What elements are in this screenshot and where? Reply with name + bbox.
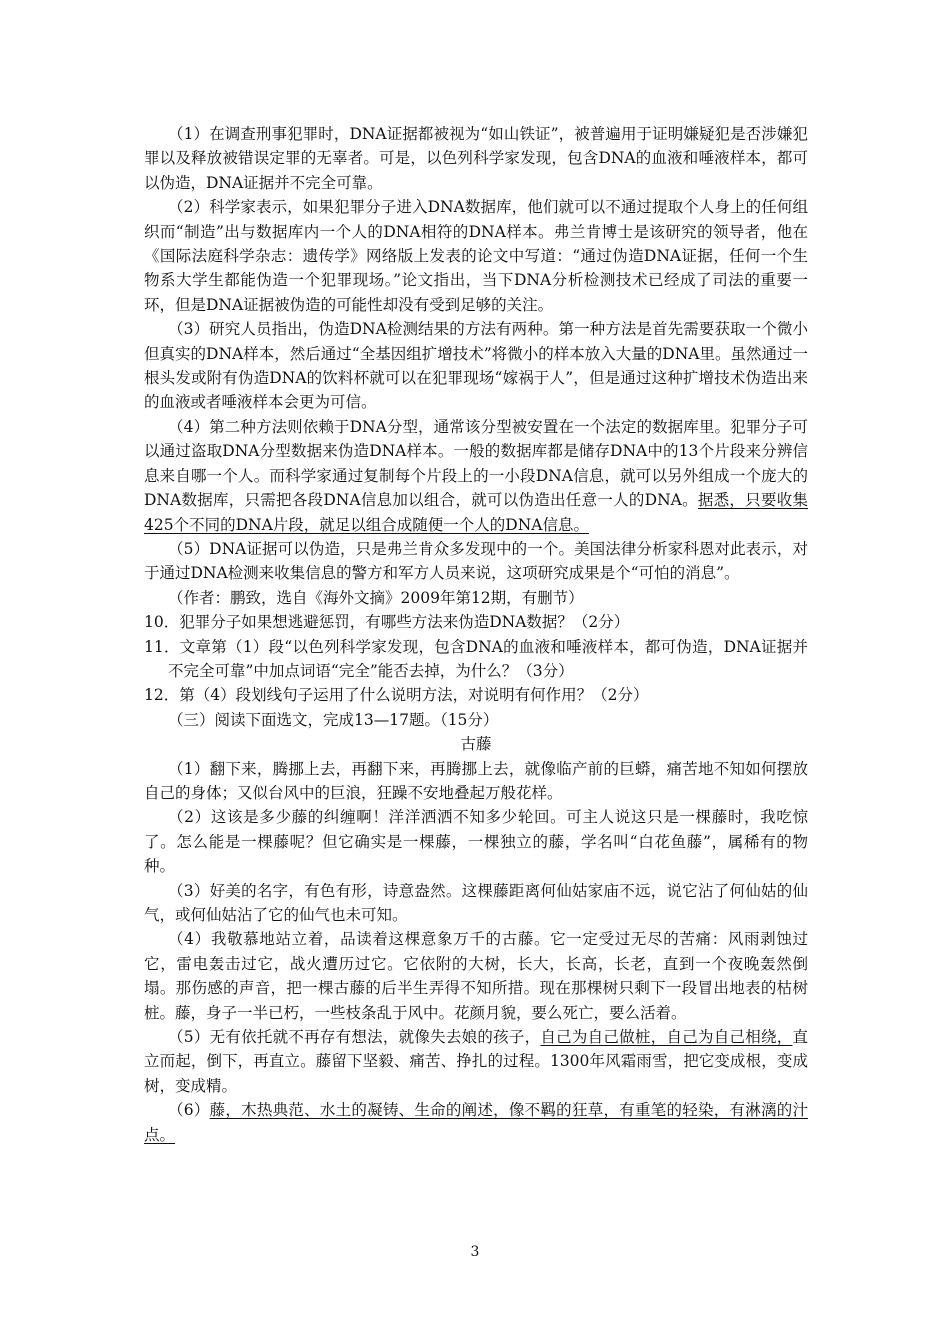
question-12: 12．第（4）段划线句子运用了什么说明方法，对说明有何作用？（2分）: [144, 686, 649, 705]
paragraph-5: （5）DNA证据可以伪造，只是弗兰肯众多发现中的一个。美国法律分析家科恩对此表示，对于通过DNA检测来收集信息的警方和军方人员来说，这项研究成果是个“可怕的消息”。: [144, 539, 808, 583]
paragraph-4: [144, 415, 808, 537]
paragraph-4-text: （4）第二种方法则依赖于DNA分型，通常该分型被安置在一个法定的数据库里。犯罪分子可以通过盗取DNA分型数据来伪造DNA样本。一般的数据库都是储存DNA中的13个片段来分辨信息来自哪一个人。而科学家通过复制每个片段上的一小段DNA信息，就可以另外组成一个庞大的DNA数据库，只需把各段DNA信息加以组合，就可以伪造出任意一人的DNA。: [144, 417, 808, 510]
vine-paragraph-6: [144, 1098, 808, 1147]
question-10: 10．犯罪分子如果想逃避惩罚，有哪些方法来伪造DNA数据？（2分）: [144, 613, 630, 632]
underlined-sentence-6: 藤，木热典范、水土的凝铸、生命的阐述，像不羁的狂草，有重笔的轻染，有淋漓的汁点。: [144, 1101, 808, 1144]
vine-paragraph-5-end: 直立而起，倒下，再直立。藤留下坚毅、痛苦、挣扎的过程。1300年风霜雨雪，把它变成根，变成树，变成精。: [144, 1028, 808, 1095]
vine-paragraph-5: [144, 1025, 808, 1098]
page-number: 3: [470, 1244, 480, 1260]
source-note: （作者：鹏致，选自《海外文摘》2009年第12期，有删节）: [168, 588, 584, 607]
paragraph-1: （1）在调查刑事犯罪时，DNA证据都被视为“如山铁证”，被普遍用于证明嫌疑犯是否涉嫌犯罪以及释放被错误定罪的无辜者。可是，以色列科学家发现，包含DNA的血液和唾液样本，都可以伪造，DNA证据并不完全可靠。: [144, 125, 808, 192]
vine-paragraph-2: （2）这该是多少藤的纠缠啊！洋洋洒洒不知多少轮回。可主人说这只是一棵藤时，我吃惊了。怎么能是一棵藤呢？但它确实是一棵藤，一棵独立的藤，学名叫“白花鱼藤”，属稀有的物种。: [144, 808, 808, 876]
paragraph-2: （2）科学家表示，如果犯罪分子进入DNA数据库，他们就可以不通过提取个人身上的任何组织而“制造”出与数据库内一个人的DNA相符的DNA样本。弗兰肯博士是该研究的领导者，他在《国际法庭科学杂志：遗传学》网络版上发表的论文中写道：“通过伪造DNA证据，任何一个生物系大学生都能伪造一个犯罪现场。”论文指出，当下DNA分析检测技术已经成了司法的重要一环，但是DNA证据被伪造的可能性却没有受到足够的关注。: [144, 198, 808, 314]
section-heading: （三）阅读下面选文，完成13—17题。（15分）: [168, 710, 499, 729]
vine-paragraph-3: （3）好美的名字，有色有形，诗意盎然。这棵藤距离何仙姑家庙不远，说它沾了何仙姑的仙气，或何仙姑沾了它的仙气也未可知。: [144, 881, 808, 924]
question-11: 11．文章第（1）段“以色列科学家发现，包含DNA的血液和唾液样本，都可伪造，DNA证据并不完全可靠”中加点词语“完全”能否去掉，为什么？（3分）: [144, 637, 808, 680]
underlined-sentence: 据悉，只要收集425个不同的DNA片段，就足以组合成随便一个人的DNA信息。: [144, 491, 808, 534]
document-page: [144, 122, 808, 1147]
vine-paragraph-5-start: （5）无有依托就不再存有想法，就像失去娘的孩子，: [168, 1028, 541, 1047]
vine-paragraph-6-number: （6）: [168, 1101, 210, 1120]
passage-title: 古藤: [460, 735, 492, 754]
vine-paragraph-4: （4）我敬慕地站立着，品读着这棵意象万千的古藤。它一定受过无尽的苦痛：风雨剥蚀过它，雷电轰击过它，战火遭历过它。它依附的大树，长大，长高，长老，直到一个夜晚轰然倒塌。那伤感的声音，把一棵古藤的后半生弄得不知所措。现在那棵树只剩下一段冒出地表的枯树桩。藤，身子一半已朽，一些枝条乱于风中。花颜月貌，要么死亡，要么活着。: [144, 930, 808, 1022]
paragraph-3: （3）研究人员指出，伪造DNA检测结果的方法有两种。第一种方法是首先需要获取一个微小但真实的DNA样本，然后通过“全基因组扩增技术”将微小的样本放入大量的DNA里。虽然通过一根头发或附有伪造DNA的饮料杯就可以在犯罪现场“嫁祸于人”，但是通过这种扩增技术伪造出来的血液或者唾液样本会更为可信。: [144, 320, 808, 412]
vine-paragraph-1: （1）翻下来，腾挪上去，再翻下来，再腾挪上去，就像临产前的巨蟒，痛苦地不知如何摆放自己的身体；又似台风中的巨浪，狂躁不安地叠起万般花样。: [144, 759, 808, 802]
underlined-phrase: 自己为自己做桩，自己为自己相绕，: [540, 1028, 793, 1047]
